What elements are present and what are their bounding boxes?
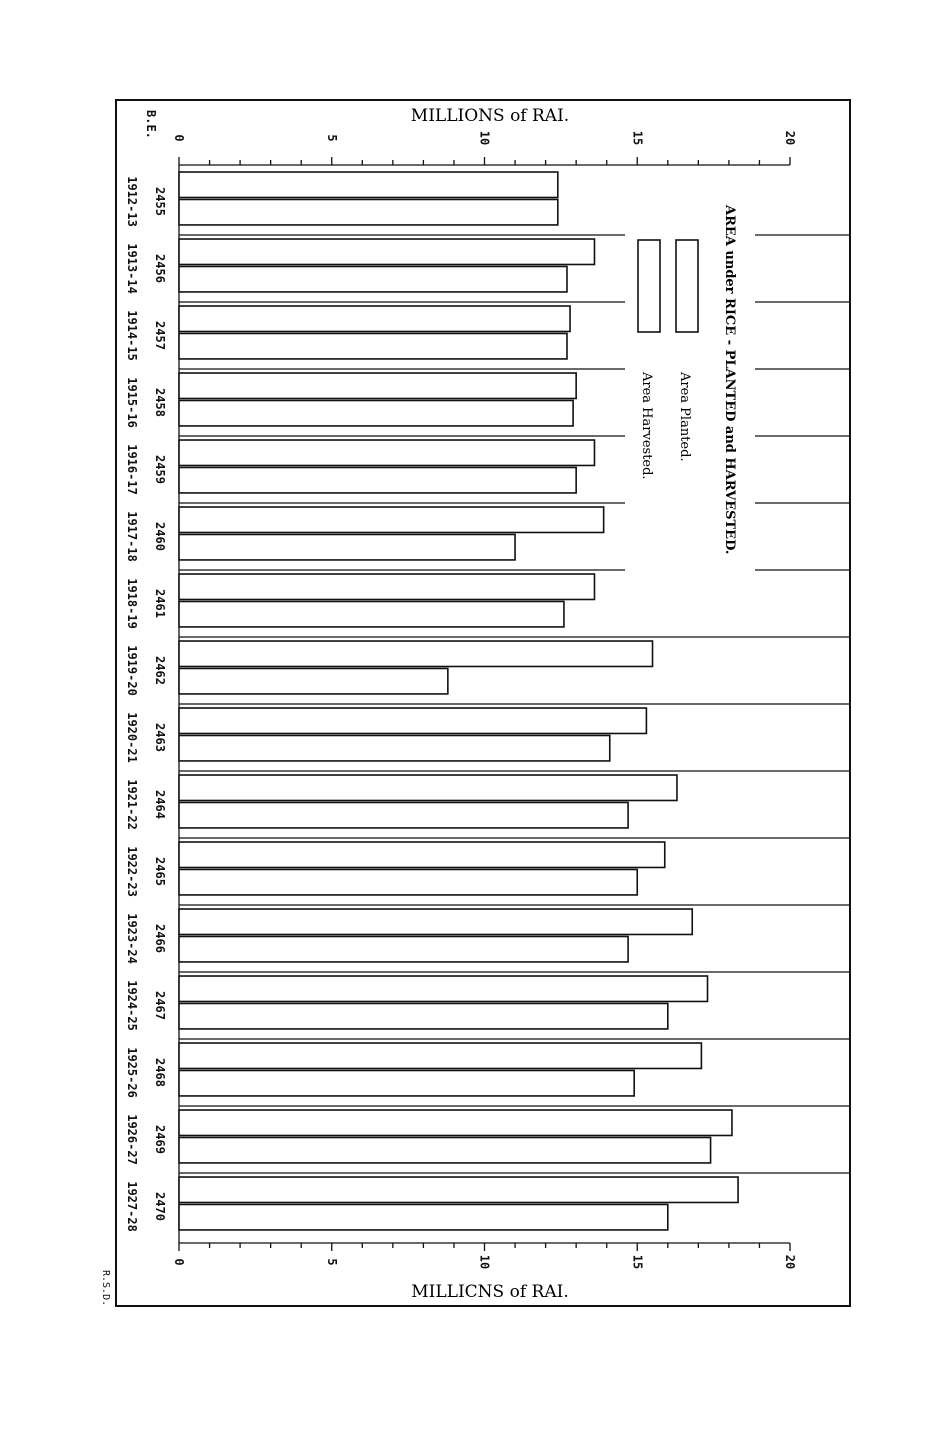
category-label-be: 2467 <box>153 991 167 1020</box>
bottom-axis-title: MILLICNS of RAI. <box>411 1282 569 1302</box>
bottom-tick-label: 15 <box>630 1254 645 1270</box>
bar-area-harvested <box>179 1204 668 1229</box>
top-ticks <box>172 131 797 165</box>
bar-area-planted <box>179 440 594 465</box>
category-label-be: 2458 <box>153 388 167 417</box>
bar-area-planted <box>179 641 653 666</box>
bar-area-planted <box>179 842 665 867</box>
bottom-tick-label: 10 <box>477 1254 492 1270</box>
bar-area-harvested <box>179 601 564 626</box>
category-label-ad: 1913-14 <box>125 243 139 294</box>
top-axis-title: MILLIONS of RAI. <box>410 106 570 126</box>
bar-area-harvested <box>179 869 637 894</box>
category-label-ad: 1926-27 <box>125 1114 139 1165</box>
category-label-ad: 1917-18 <box>125 511 139 562</box>
bar-area-planted <box>179 306 570 331</box>
category-label-ad: 1919-20 <box>125 645 139 696</box>
top-tick-label: 10 <box>477 130 492 146</box>
category-labels <box>125 176 167 1232</box>
category-label-be: 2457 <box>153 321 167 350</box>
bottom-tick-label: 5 <box>324 1258 339 1266</box>
category-label-be: 2461 <box>153 589 167 618</box>
footer-initials: R.S.D. <box>100 1270 111 1307</box>
legend-label-planted: Area Planted. <box>677 372 692 462</box>
category-label-be: 2469 <box>153 1125 167 1154</box>
bottom-tick-label: 20 <box>783 1254 797 1270</box>
bar-area-planted <box>179 976 708 1001</box>
bar-area-harvested <box>179 266 567 291</box>
chart-title: AREA under RICE - PLANTED and HARVESTED. <box>722 205 737 555</box>
era-label: B.E. <box>144 110 158 139</box>
legend-label-harvested: Area Harvested. <box>639 372 654 480</box>
category-label-be: 2460 <box>153 522 167 551</box>
category-label-be: 2463 <box>153 723 167 752</box>
category-label-be: 2456 <box>153 254 167 283</box>
bar-area-harvested <box>179 467 576 492</box>
bar-area-planted <box>179 775 677 800</box>
category-label-ad: 1912-13 <box>125 176 139 227</box>
top-tick-label: 20 <box>783 130 797 146</box>
category-label-ad: 1927-28 <box>125 1181 139 1232</box>
category-label-ad: 1924-25 <box>125 980 139 1031</box>
bottom-tick-label: 0 <box>172 1258 186 1266</box>
category-label-ad: 1915-16 <box>125 377 139 428</box>
category-label-be: 2470 <box>153 1192 167 1221</box>
legend-swatch-harvested <box>638 240 660 332</box>
bar-area-harvested <box>179 534 515 559</box>
bar-area-harvested <box>179 1003 668 1028</box>
category-label-be: 2462 <box>153 656 167 685</box>
bar-area-harvested <box>179 802 628 827</box>
category-label-ad: 1922-23 <box>125 846 139 897</box>
category-label-be: 2466 <box>153 924 167 953</box>
bar-area-harvested <box>179 1070 634 1095</box>
category-label-be: 2459 <box>153 455 167 484</box>
bar-area-planted <box>179 373 576 398</box>
bar-area-planted <box>179 909 692 934</box>
bar-area-harvested <box>179 735 610 760</box>
bar-area-harvested <box>179 400 573 425</box>
legend-swatch-planted <box>676 240 698 332</box>
category-label-ad: 1925-26 <box>125 1047 139 1098</box>
category-label-be: 2465 <box>153 857 167 886</box>
bar-area-planted <box>179 1110 732 1135</box>
bar-area-planted <box>179 574 594 599</box>
bar-area-planted <box>179 1177 738 1202</box>
bar-area-planted <box>179 172 558 197</box>
top-tick-label: 15 <box>630 130 645 146</box>
category-label-ad: 1923-24 <box>125 913 139 964</box>
bar-area-planted <box>179 1043 701 1068</box>
category-label-ad: 1921-22 <box>125 779 139 830</box>
category-label-ad: 1914-15 <box>125 310 139 361</box>
bottom-ticks <box>172 1243 797 1269</box>
bar-area-harvested <box>179 936 628 961</box>
legend <box>638 240 698 480</box>
category-label-be: 2455 <box>153 187 167 216</box>
bar-area-harvested <box>179 333 567 358</box>
category-label-be: 2464 <box>153 790 167 819</box>
bar-area-planted <box>179 507 604 532</box>
bar-area-planted <box>179 239 594 264</box>
bar-area-harvested <box>179 199 558 224</box>
category-label-be: 2468 <box>153 1058 167 1087</box>
bar-area-harvested <box>179 668 448 693</box>
category-label-ad: 1918-19 <box>125 578 139 629</box>
bar-area-harvested <box>179 1137 711 1162</box>
category-label-ad: 1920-21 <box>125 712 139 763</box>
top-tick-label: 0 <box>172 134 186 142</box>
top-tick-label: 5 <box>324 134 339 142</box>
category-label-ad: 1916-17 <box>125 444 139 495</box>
bar-area-planted <box>179 708 646 733</box>
